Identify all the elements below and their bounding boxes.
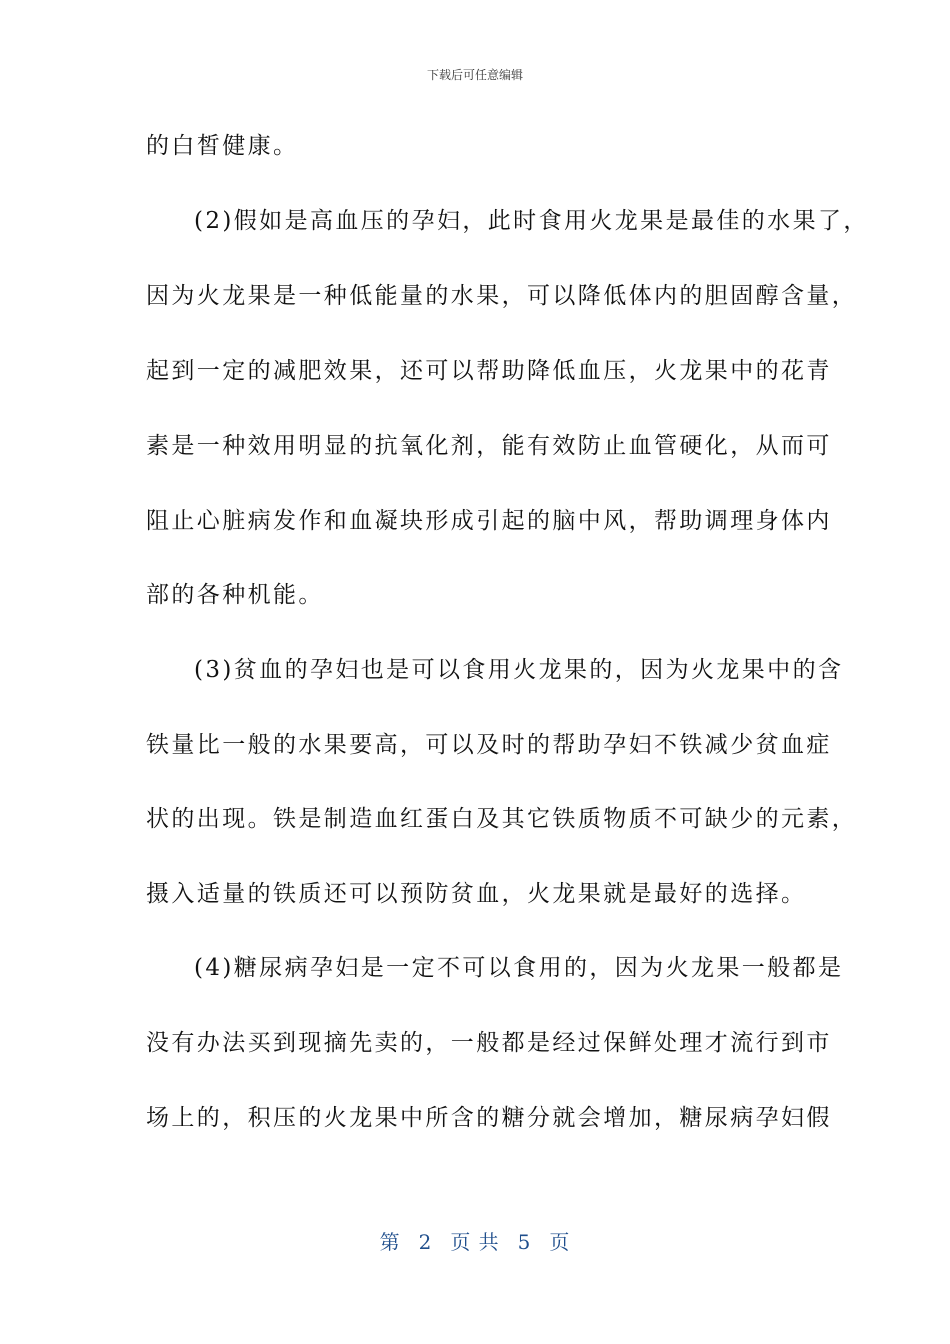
page-header-note: 下载后可任意编辑: [426, 68, 523, 82]
paragraph-line: 素是一种效用明显的抗氧化剂，能有效防止血管硬化，从而可: [146, 433, 832, 459]
paragraph-line: 没有办法买到现摘先卖的，一般都是经过保鲜处理才流行到市: [146, 1030, 832, 1056]
paragraph-line: 摄入适量的铁质还可以预防贫血，火龙果就是最好的选择。: [146, 881, 807, 907]
paragraph-line: 起到一定的减肥效果，还可以帮助降低血压，火龙果中的花青: [146, 358, 832, 384]
footer-prefix: 第: [379, 1230, 401, 1254]
page-footer: [0, 1226, 950, 1255]
paragraph-line: (4)糖尿病孕妇是一定不可以食用的，因为火龙果一般都是: [194, 955, 844, 981]
paragraph-line: 的白皙健康。: [146, 133, 299, 159]
footer-current-page: 2: [418, 1230, 433, 1254]
paragraph-line: 铁量比一般的水果要高，可以及时的帮助孕妇不铁减少贫血症: [146, 732, 832, 758]
paragraph-line: 因为火龙果是一种低能量的水果，可以降低体内的胆固醇含量，: [146, 283, 858, 309]
paragraph-line: 阻止心脏病发作和血凝块形成引起的脑中风，帮助调理身体内: [146, 508, 832, 534]
footer-suffix: 页: [549, 1230, 571, 1254]
paragraph-line: (3)贫血的孕妇也是可以食用火龙果的，因为火龙果中的含: [194, 657, 844, 683]
paragraph-line: (2)假如是高血压的孕妇，此时食用火龙果是最佳的水果了，: [194, 208, 869, 234]
paragraph-line: 场上的，积压的火龙果中所含的糖分就会增加，糖尿病孕妇假: [146, 1105, 832, 1131]
footer-middle: 页 共: [450, 1230, 500, 1254]
footer-total-pages: 5: [517, 1230, 532, 1254]
paragraph-line: 状的出现。铁是制造血红蛋白及其它铁质物质不可缺少的元素，: [146, 806, 858, 832]
paragraph-line: 部的各种机能。: [146, 582, 324, 608]
